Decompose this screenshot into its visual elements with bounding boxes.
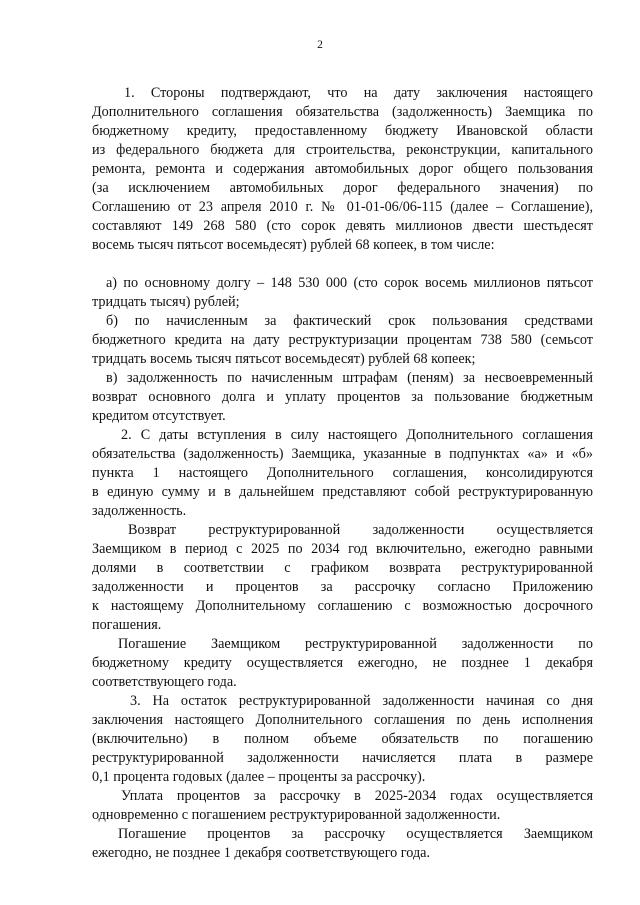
text-line: задолженности и процентов за рассрочку согласно Приложению bbox=[92, 579, 593, 595]
text-line: в) задолженность по начисленным штрафам (пеням) за несвоевременный bbox=[106, 370, 593, 386]
text-line: бюджетному кредиту, предоставленному бюджету Ивановской области bbox=[92, 123, 593, 139]
text-line: Погашение Заемщиком реструктурированной задолженности по bbox=[118, 636, 593, 652]
text-line: тридцать тысяч) рублей; bbox=[92, 294, 240, 310]
text-line: обязательства (задолженность) Заемщика, указанные в подпунктах «а» и «б» bbox=[92, 446, 593, 462]
text-line: пункта 1 настоящего Дополнительного соглашения, консолидируются bbox=[92, 465, 593, 481]
text-line: кредитом отсутствует. bbox=[92, 408, 226, 424]
text-line: долями в соответствии с графиком возврата реструктурированной bbox=[92, 560, 593, 576]
text-line: в единую сумму и в дальнейшем представляют собой реструктурированную bbox=[92, 484, 593, 500]
text-line: Дополнительного соглашения обязательства (задолженность) Заемщика по bbox=[92, 104, 593, 120]
text-line: (включительно) в полном объеме обязательств по погашению bbox=[92, 731, 593, 747]
text-line: 1. Стороны подтверждают, что на дату заключения настоящего bbox=[124, 85, 593, 101]
text-line: тридцать восемь тысяч пятьсот восемьдесят) рублей 68 копеек; bbox=[92, 351, 476, 367]
text-line: задолженность. bbox=[92, 503, 187, 519]
text-line: из федерального бюджета для строительства, реконструкции, капитального bbox=[92, 142, 593, 158]
text-line: восемь тысяч пятьсот восемьдесят) рублей 68 копеек, в том числе: bbox=[92, 237, 495, 253]
text-line: соответствующего года. bbox=[92, 674, 237, 690]
text-line: составляют 149 268 580 (сто сорок девять миллионов двести шестьдесят bbox=[92, 218, 593, 234]
text-line: а) по основному долгу – 148 530 000 (сто сорок восемь миллионов пятьсот bbox=[106, 275, 593, 291]
text-line: возврат основного долга и уплату процентов за пользование бюджетным bbox=[92, 389, 593, 405]
page-number: 2 bbox=[317, 39, 323, 51]
text-line: заключения настоящего Дополнительного соглашения по день исполнения bbox=[92, 712, 593, 728]
text-line: ежегодно, не позднее 1 декабря соответствующего года. bbox=[92, 845, 431, 861]
text-line: Соглашению от 23 апреля 2010 г. № 01-01-06/06-115 (далее – Соглашение), bbox=[92, 199, 593, 215]
text-line: 3. На остаток реструктурированной задолженности начиная со дня bbox=[130, 693, 593, 709]
text-line: Заемщиком в период с 2025 по 2034 год включительно, ежегодно равными bbox=[92, 541, 593, 557]
text-line: одновременно с погашением реструктурированной задолженности. bbox=[92, 807, 501, 823]
text-line: погашения. bbox=[92, 617, 162, 633]
text-line: (за исключением автомобильных дорог федерального значения) по bbox=[92, 180, 593, 196]
text-line: реструктурированной задолженности начисляется плата в размере bbox=[92, 750, 593, 766]
text-line: 0,1 процента годовых (далее – проценты за рассрочку). bbox=[92, 769, 426, 785]
text-line: к настоящему Дополнительному соглашению с возможностью досрочного bbox=[92, 598, 593, 614]
text-line: 2. С даты вступления в силу настоящего Дополнительного соглашения bbox=[121, 427, 593, 443]
text-line: Погашение процентов за рассрочку осуществляется Заемщиком bbox=[118, 826, 593, 842]
text-line: бюджетному кредиту осуществляется ежегодно, не позднее 1 декабря bbox=[92, 655, 593, 671]
text-line: ремонта, ремонта и содержания автомобильных дорог общего пользования bbox=[92, 161, 593, 177]
text-line: б) по начисленным за фактический срок пользования средствами bbox=[106, 313, 593, 329]
text-line: Возврат реструктурированной задолженности осуществляется bbox=[128, 522, 593, 538]
text-line: бюджетного кредита на дату реструктуризации процентам 738 580 (семьсот bbox=[92, 332, 593, 348]
text-line: Уплата процентов за рассрочку в 2025-2034 годах осуществляется bbox=[121, 788, 593, 804]
